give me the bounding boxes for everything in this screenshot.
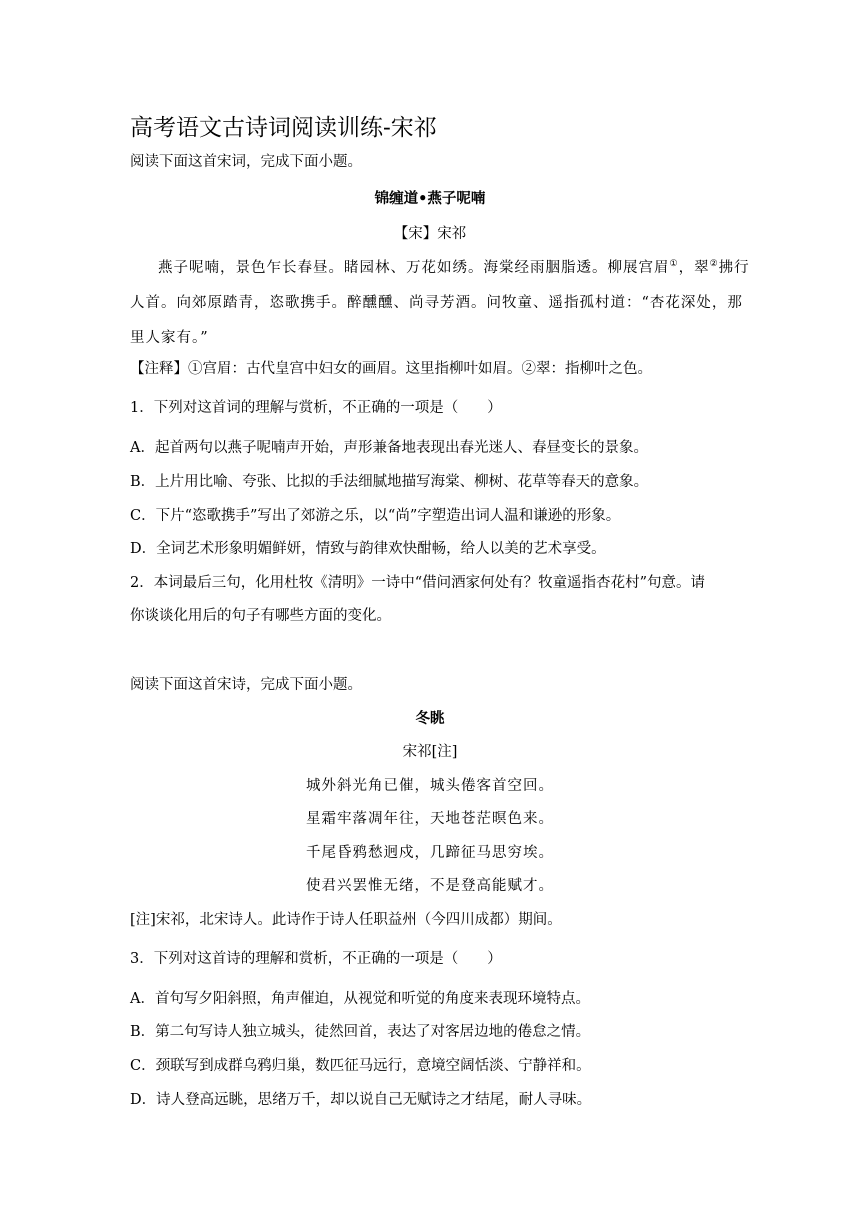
footnote-marker-1: ① xyxy=(669,259,679,270)
section2-poem-title: 冬眺 xyxy=(415,710,445,727)
section1-intro: 阅读下面这首宋词，完成下面小题。 xyxy=(130,154,362,170)
body-text: ，翠 xyxy=(678,260,710,276)
question-3-option-c: C．颈联写到成群乌鸦归巢，数匹征马远行，意境空阔恬淡、宁静祥和。 xyxy=(130,1058,591,1074)
question-3-option-a: A．首句写夕阳斜照，角声催迫，从视觉和听觉的角度来表现环境特点。 xyxy=(130,991,590,1007)
section1-note: 【注释】①宫眉：古代皇宫中妇女的画眉。这里指柳叶如眉。②翠：指柳叶之色。 xyxy=(130,361,652,377)
section2-intro: 阅读下面这首宋诗，完成下面小题。 xyxy=(130,677,362,693)
body-text: 拂行 xyxy=(718,260,750,276)
section2-note: [注]宋祁，北宋诗人。此诗作于诗人任职益州（今四川成都）期间。 xyxy=(130,912,562,928)
body-text: 燕子呢喃，景色乍长春昼。睹园林、万花如绣。海棠经雨胭脂透。柳展宫眉 xyxy=(158,260,670,276)
section1-author: 【宋】宋祁 xyxy=(393,226,467,242)
page-title: 高考语文古诗词阅读训练-宋祁 xyxy=(130,115,437,141)
question-1-option-b: B．上片用比喻、夸张、比拟的手法细腻地描写海棠、柳树、花草等春天的意象。 xyxy=(130,474,649,490)
section1-poem-title: 锦缠道•燕子呢喃 xyxy=(374,190,486,207)
question-1-option-c: C．下片“恣歌携手”写出了郊游之乐，以“尚”字塑造出词人温和谦逊的形象。 xyxy=(130,508,621,524)
question-1: 1．下列对这首词的理解与赏析，不正确的一项是（ ） xyxy=(130,400,502,416)
section1-body-line1 xyxy=(158,257,750,279)
question-3: 3．下列对这首诗的理解和赏析，不正确的一项是（ ） xyxy=(130,951,502,967)
question-2-line2: 你谈谈化用后的句子有哪些方面的变化。 xyxy=(130,608,391,624)
question-3-option-d: D．诗人登高远眺，思绪万千，却以说自己无赋诗之才结尾，耐人寻味。 xyxy=(130,1092,592,1108)
poem-line: 星霜牢落凋年往，天地苍茫暝色来。 xyxy=(306,811,554,827)
question-1-option-a: A．起首两句以燕子呢喃声开始，声形兼备地表现出春光迷人、春昼变长的景象。 xyxy=(130,440,648,456)
poem-line: 使君兴罢惟无绪，不是登高能赋才。 xyxy=(306,878,554,894)
section1-body-line2: 人首。向郊原踏青，恣歌携手。醉醺醺、尚寻芳酒。问牧童、遥指孤村道：“杏花深处，那 xyxy=(130,295,743,311)
section1-body-line3: 里人家有。” xyxy=(130,330,209,346)
question-2-line1: 2．本词最后三句，化用杜牧《清明》一诗中“借问酒家何处有？牧童遥指杏花村”句意。请 xyxy=(130,575,706,591)
footnote-marker-2: ② xyxy=(709,259,719,270)
question-1-option-d: D．全词艺术形象明媚鲜妍，情致与韵律欢快酣畅，给人以美的艺术享受。 xyxy=(130,541,606,557)
poem-line: 千尾昏鸦愁迥戍，几蹄征马思穷埃。 xyxy=(306,845,554,861)
section2-author: 宋祁[注] xyxy=(402,744,458,760)
poem-line: 城外斜光角已催，城头倦客首空回。 xyxy=(306,778,554,794)
question-3-option-b: B．第二句写诗人独立城头，徒然回首，表达了对客居边地的倦怠之情。 xyxy=(130,1024,591,1040)
